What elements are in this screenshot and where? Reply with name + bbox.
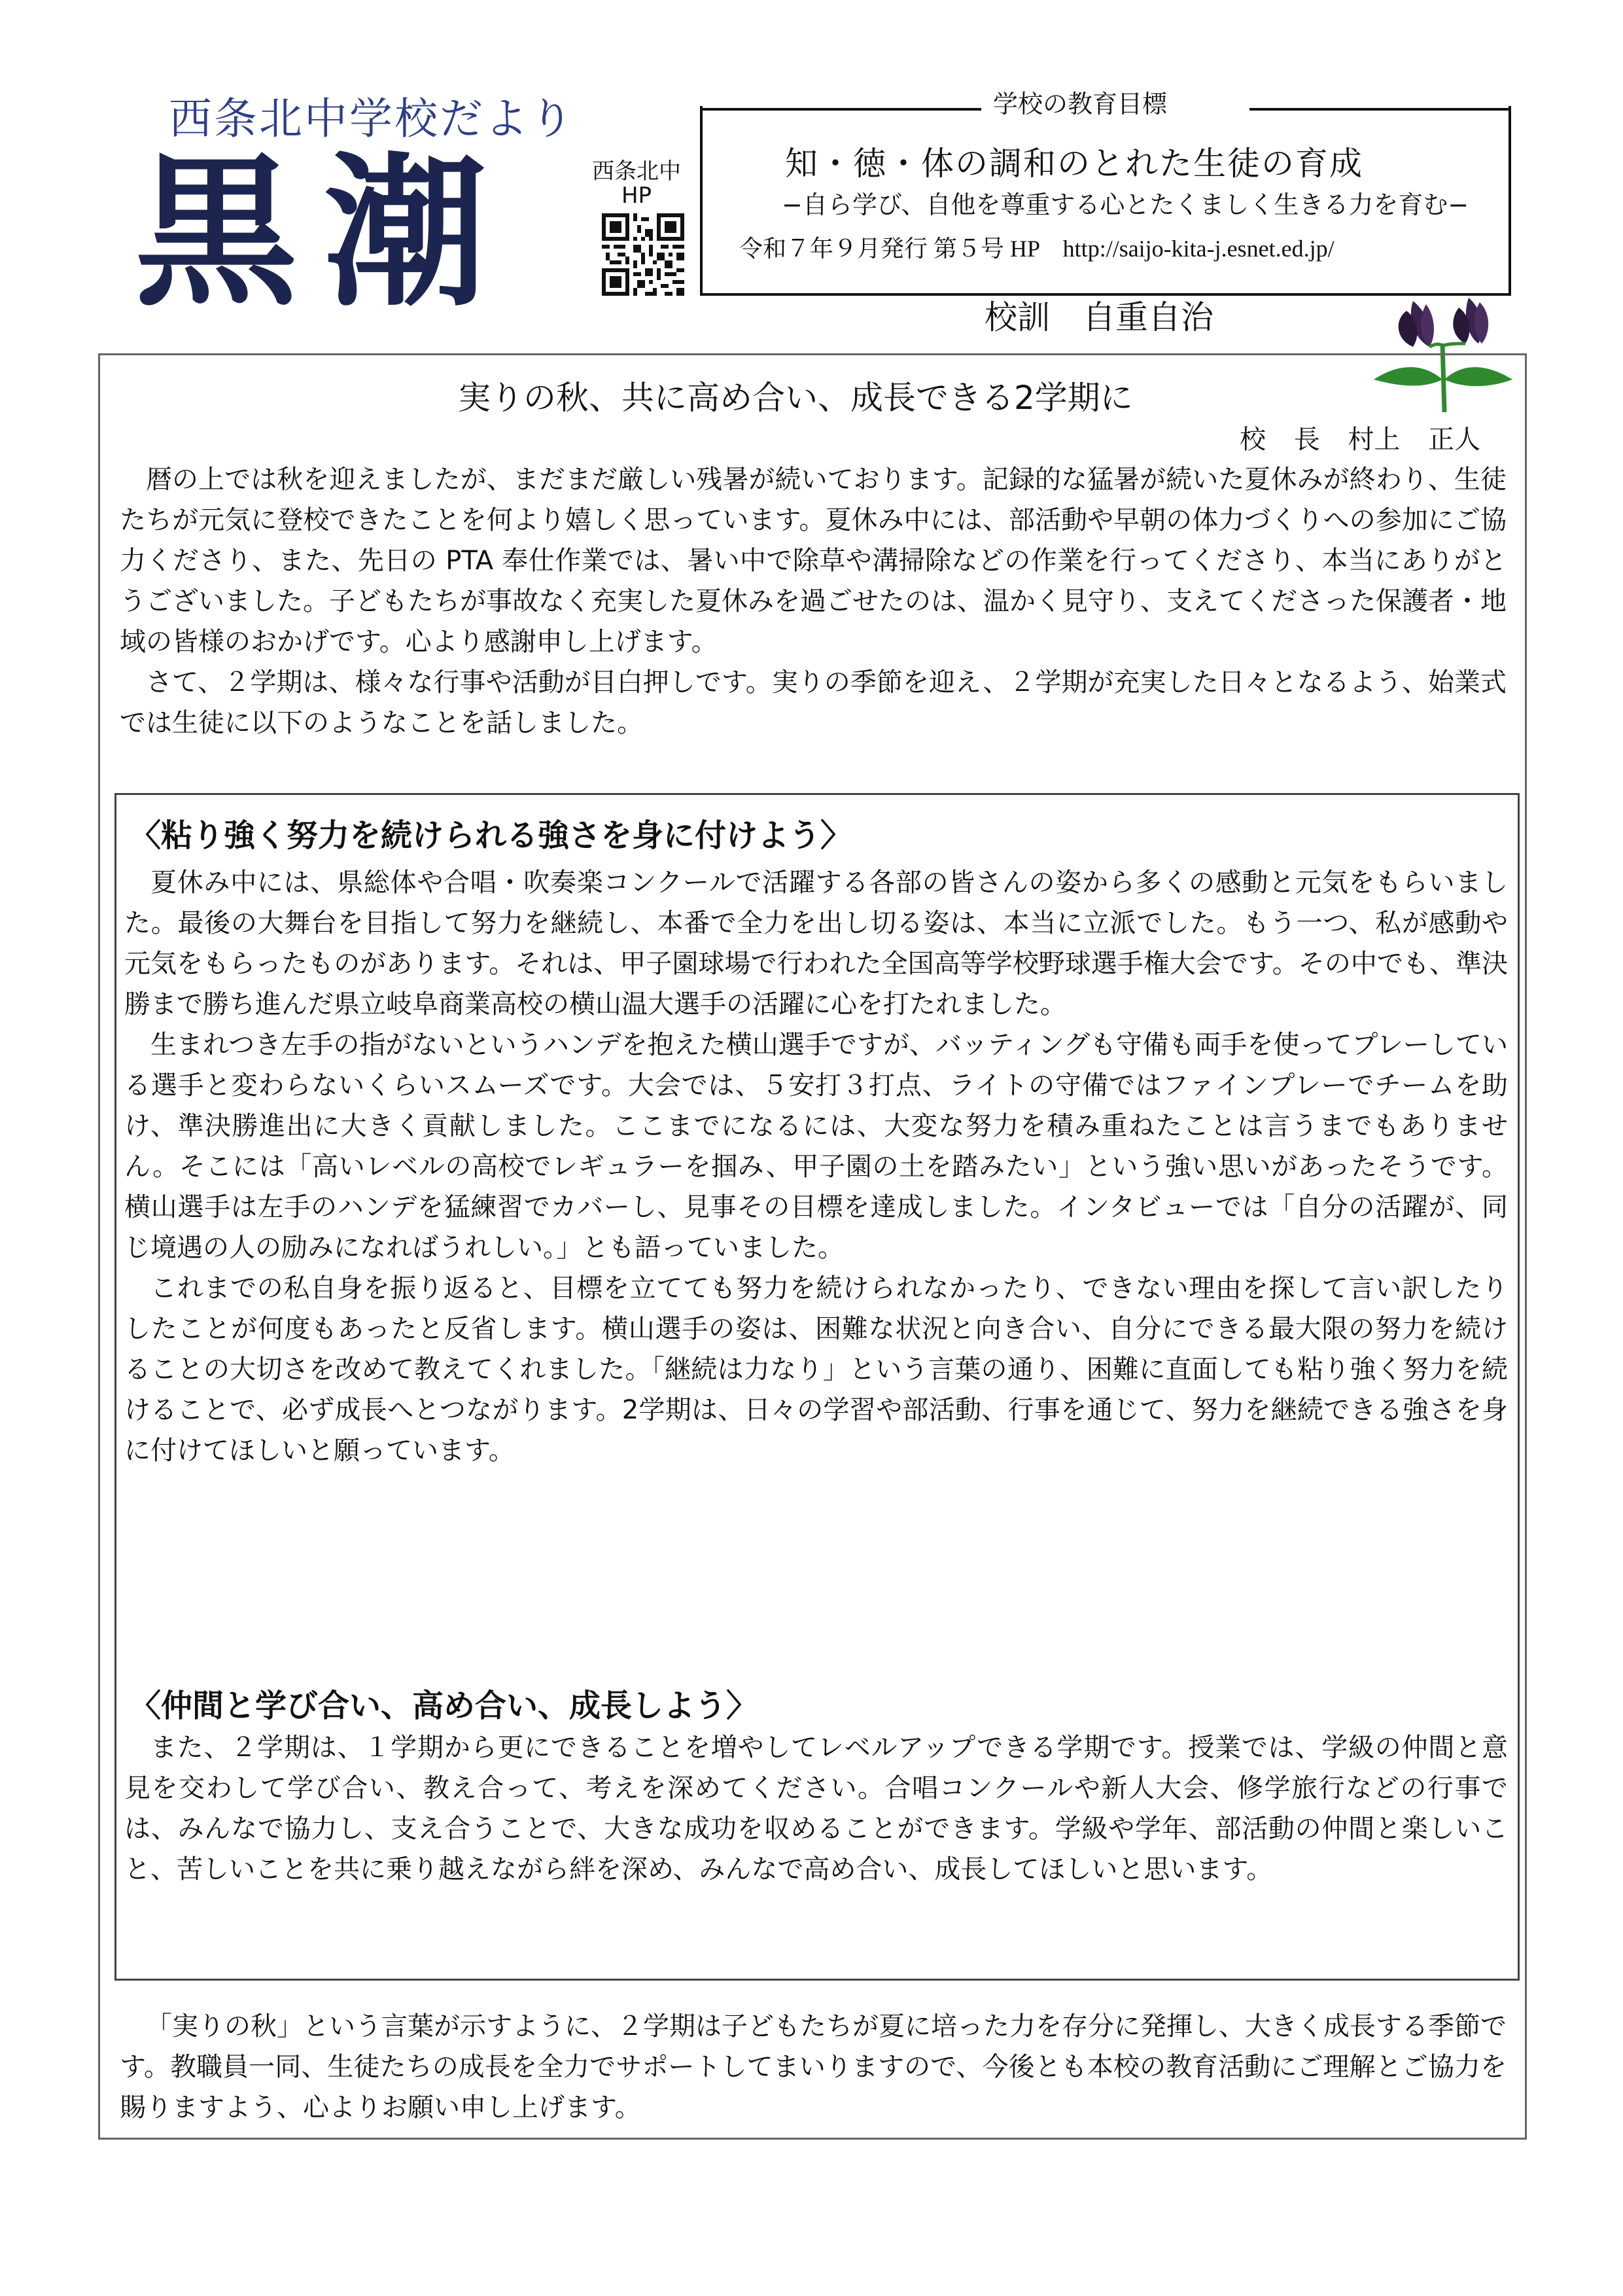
article-title: 実りの秋、共に高め合い、成長できる2学期に: [458, 379, 1133, 417]
hp-label: [587, 160, 686, 209]
qr-code-icon[interactable]: [602, 213, 684, 296]
closing-paragraph: 「実りの秋」という言葉が示すように、２学期は子どもたちが夏に培った力を存分に発揮し、大きく成長する季節です。教職員一同、生徒たちの成長を全力でサポートしてまいりますので、今後とも本校の教育活動にご理解とご協力を賜りますよう、心よりお願い申し上げます。: [120, 2011, 1507, 2123]
school-motto: 校訓 自重自治: [985, 298, 1213, 336]
goal-sub: −自ら学び、自他を尊重する心とたくましく生きる力を育む−: [782, 190, 1469, 219]
newsletter-subtitle: 西条北中学校だより: [169, 94, 575, 144]
hp-label-hp: HP: [621, 183, 652, 209]
goal-main: 知・徳・体の調和のとれた生徒の育成: [785, 145, 1363, 183]
newsletter-title: 黒潮: [134, 136, 514, 328]
intro-text: [120, 459, 1507, 743]
section2-heading: 〈仲間と学び合い、高め合い、成長しよう〉: [130, 1687, 758, 1724]
section1-paragraph: これまでの私自身を振り返ると、目標を立てても努力を続けられなかったり、できない理由を探して言い訳したりしたことが何度もあったと反省します。横山選手の姿は、困難な状況と向き合い、自分にできる最大限の努力を続けることの大切さを改めて教えてくれました。「継続は力なり」という言葉の通り、困難に直面しても粘り強く努力を続けることで、必ず成長へとつながります。2学期は、日々の学習や部活動、行事を通じて、努力を継続できる強さを身に付けてほしいと願っています。: [124, 1273, 1508, 1466]
section1-paragraph: 夏休み中には、県総体や合唱・吹奏楽コンクールで活躍する各部の皆さんの姿から多くの感動と元気をもらいました。最後の大舞台を目指して努力を継続し、本番で全力を出し切る姿は、本当に立派でした。もう一つ、私が感動や元気をもらったものがあります。それは、甲子園球場で行われた全国高等学校野球選手権大会です。その中でも、準決勝まで勝ち進んだ県立岐阜商業高校の横山温大選手の活躍に心を打たれました。: [124, 868, 1508, 1019]
hp-label-school: 西条北中: [592, 158, 681, 185]
section1-heading: 〈粘り強く努力を続けられる強さを身に付けよう〉: [130, 817, 852, 854]
section2-text: [124, 1727, 1508, 1890]
section1-text: [124, 862, 1508, 1471]
issue-info: 令和７年９月発行 第５号 HP http://saijo-kita-j.esnet.ed.jp/: [739, 236, 1335, 262]
section1-paragraph: 生まれつき左手の指がないというハンデを抱えた横山選手ですが、バッティングも守備も両手を使ってプレーしている選手と変わらないくらいスムーズです。大会では、５安打３打点、ライトの守備ではファインプレーでチームを助け、準決勝進出に大きく貢献しました。ここまでになるには、大変な努力を積み重ねたことは言うまでもありません。そこには「高いレベルの高校でレギュラーを掴み、甲子園の土を踏みたい」という強い思いがあったそうです。横山選手は左手のハンデを猛練習でカバーし、見事その目標を達成しました。インタビューでは「自分の活躍が、同じ境遇の人の励みになればうれしい。」とも語っていました。: [124, 1030, 1508, 1263]
article-author: 校 長 村上 正人: [1240, 425, 1481, 455]
section2-paragraph: また、２学期は、１学期から更にできることを増やしてレベルアップできる学期です。授業では、学級の仲間と意見を交わして学び合い、教え合って、考えを深めてください。合唱コンクールや新人大会、修学旅行などの行事では、みんなで協力し、支え合うことで、大きな成功を収めることができます。学級や学年、部活動の仲間と楽しいこと、苦しいことを共に乗り越えながら絆を深め、みんなで高め合い、成長してほしいと思います。: [124, 1733, 1508, 1884]
goal-label: 学校の教育目標: [993, 90, 1168, 118]
closing-text: [120, 2006, 1507, 2128]
intro-paragraph: 暦の上では秋を迎えましたが、まだまだ厳しい残暑が続いております。記録的な猛暑が続いた夏休みが終わり、生徒たちが元気に登校できたことを何より嬉しく思っています。夏休み中には、部活動や早朝の体力づくりへの参加にご協力くださり、また、先日の PTA 奉仕作業では、暑い中で除草や溝掃除などの作業を行ってくださり、本当にありがとうございました。子どもたちが事故なく充実した夏休みを過ごせたのは、温かく見守り、支えてくださった保護者・地域の皆様のおかげです。心より感謝申し上げます。: [120, 465, 1507, 657]
intro-paragraph: さて、２学期は、様々な行事や活動が目白押しです。実りの季節を迎え、２学期が充実した日々となるよう、始業式では生徒に以下のようなことを話しました。: [120, 667, 1507, 738]
